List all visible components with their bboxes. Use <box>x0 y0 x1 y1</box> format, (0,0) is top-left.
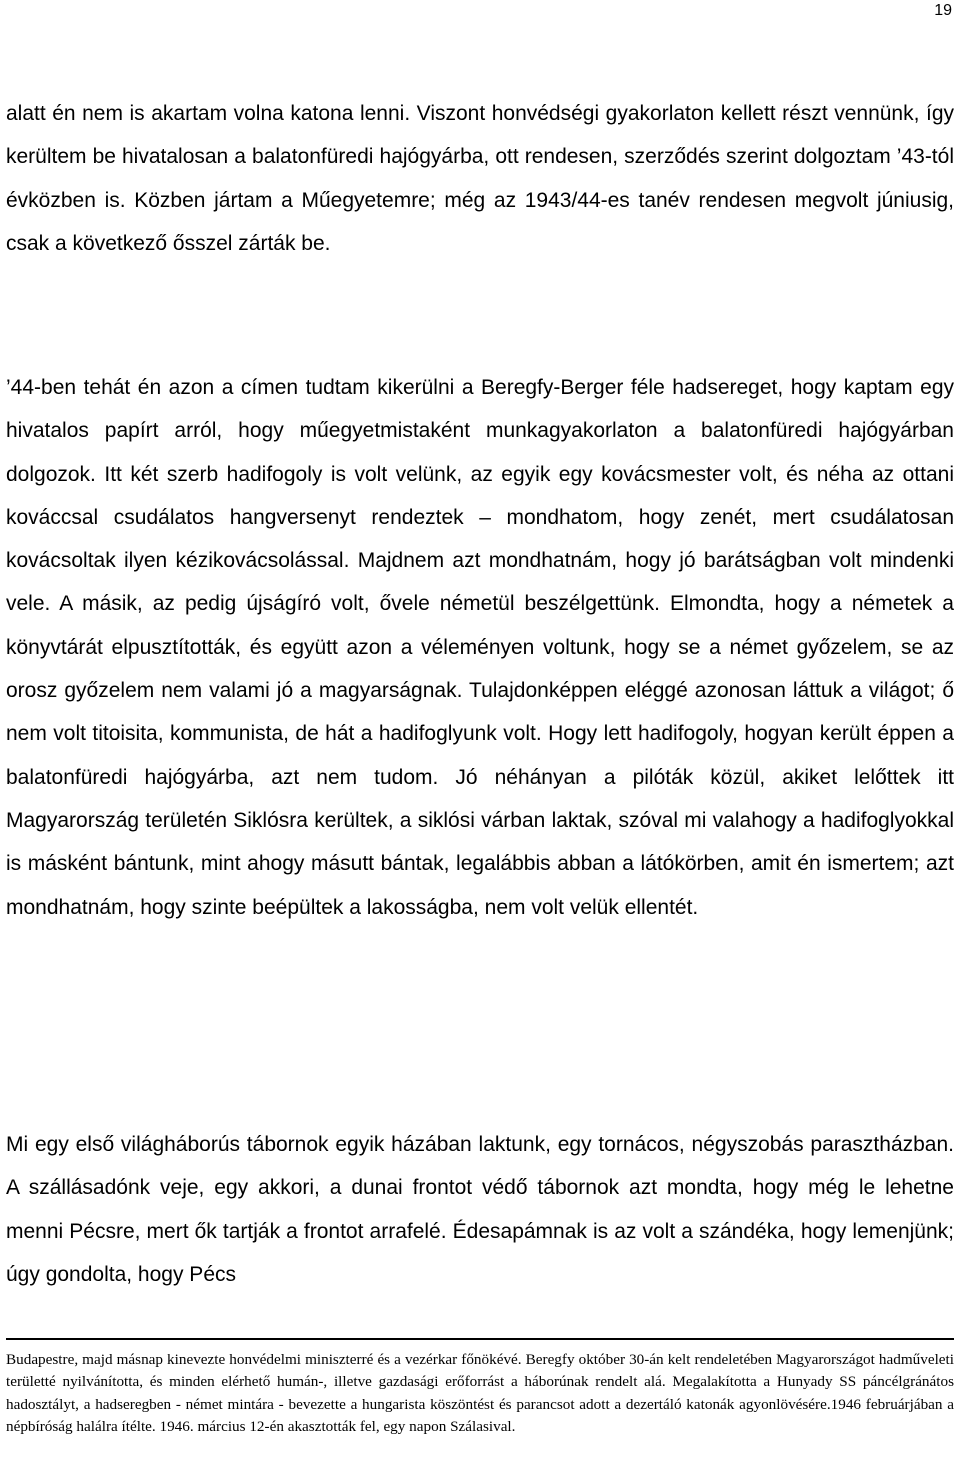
footnote-text: Budapestre, majd másnap kinevezte honvédelmi miniszterré és a vezérkar főnökévé. Beregfy október 30-án kelt rendeletében Magyarországot hadműveleti területté nyilvánította, és minden elérhető humán-, illetve gazdasági erőforrást a háborúnak rendelt alá. Megalakította a Hunyady SS páncélgránátos hadosztályt, a hadseregben - német mintára - bevezette a hungarista köszöntést és parancsot adott a dezertáló katonák agyonlövésére.1946 februárjában a népbíróság halálra ítélte. 1946. március 12-én akasztották fel, egy napon Szálasival. <box>6 1351 954 1436</box>
paragraph-2: ’44-ben tehát én azon a címen tudtam kikerülni a Beregfy-Berger féle hadsereget, hogy kaptam egy hivatalos papírt arról, hogy műegyetmistaként munkagyakorlaton a balatonfüredi hajógyárban dolgozok. Itt két szerb hadifogoly is volt velünk, az egyik egy kovácsmester volt, és néha az ottani kováccsal csudálatos hangversenyt rendeztek – mondhatom, hogy zenét, mert csudálatosan kovácsoltak ilyen kézikovácsolással. Majdnem azt mondhatnám, hogy jó barátságban volt mindenki vele. A másik, az pedig újságíró volt, ővele németül beszélgettünk. Elmondta, hogy a németek a könyvtárát elpusztították, és együtt azon a véleményen voltunk, hogy se a német győzelem, se az orosz győzelem nem valami jó a magyarságnak. Tulajdonképpen eléggé azonosan láttuk a világot; ő nem volt titoisita, kommunista, de hát a hadifoglyunk volt. Hogy lett hadifogoly, hogyan került éppen a balatonfüredi hajógyárba, azt nem tudom. Jó néhányan a pilóták közül, akiket lelőttek itt Magyarország területén Siklósra kerültek, a siklósi várban laktak, szóval mi valahogy a hadifoglyokkal is másként bántunk, mint ahogy másutt bántak, legalábbis abban a látókörben, amit én ismertem; azt mondhatnám, hogy szinte beépültek a lakosságba, nem volt velük ellentét. <box>6 376 954 919</box>
footnote-separator <box>6 1338 954 1340</box>
paragraph-1: alatt én nem is akartam volna katona lenni. Viszont honvédségi gyakorlaton kellett részt vennünk, így kerültem be hivatalosan a balatonfüredi hajógyárba, ott rendesen, szerződés szerint dolgoztam ’43-tól évközben is. Közben jártam a Műegyetemre; még az 1943/44-es tanév rendesen megvolt júniusig, csak a következő ősszel zárták be. <box>6 102 954 255</box>
page-number: 19 <box>934 2 952 19</box>
paragraph-3: Mi egy első világháborús tábornok egyik házában laktunk, egy tornácos, négyszobás parasztházban. A szállásadónk veje, egy akkori, a dunai frontot védő tábornok azt mondta, hogy még le lehetne menni Pécsre, mert ők tartják a frontot arrafelé. Édesapámnak is az volt a szándéka, hogy lemenjünk; úgy gondolta, hogy Pécs <box>6 1133 954 1286</box>
